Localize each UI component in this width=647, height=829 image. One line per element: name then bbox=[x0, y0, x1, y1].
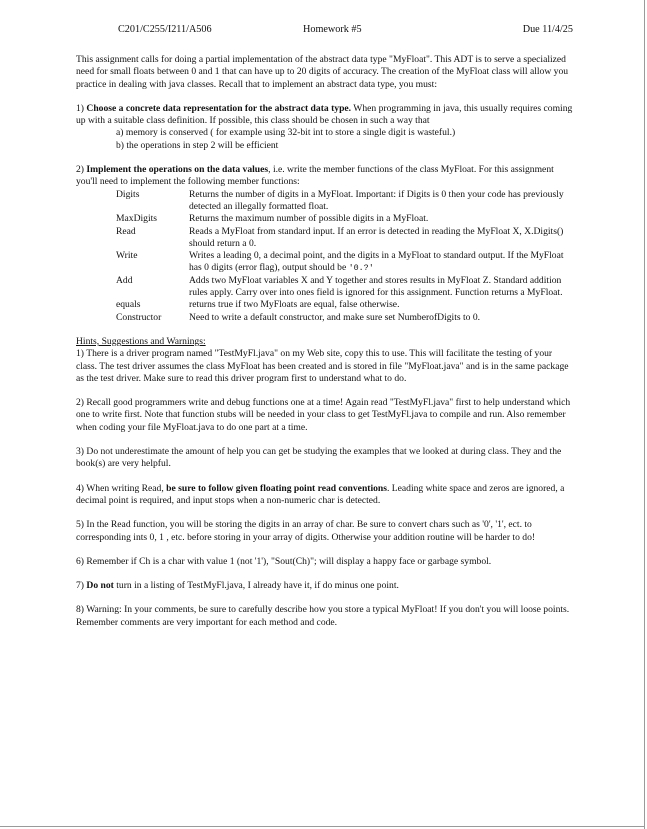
page-edge-right bbox=[644, 0, 645, 829]
hint-4 bbox=[76, 483, 575, 508]
function-description: Returns the number of digits in a MyFloat. Important: if Digits is 0 then your code has previously detected an illegally formatted float. bbox=[189, 188, 564, 212]
function-name: Digits bbox=[116, 188, 140, 200]
step-1-item-a: a) memory is conserved ( for example using 32-bit int to store a single digit is wasteful.) bbox=[116, 127, 456, 139]
function-row bbox=[116, 226, 575, 251]
hint-7-number: 7) bbox=[76, 580, 87, 592]
step-1-text bbox=[76, 103, 575, 128]
step-2-heading: Implement the operations on the data values bbox=[86, 164, 269, 176]
hint-7-bold: Do not bbox=[86, 580, 114, 592]
step-2-number: 2) bbox=[76, 164, 87, 176]
step-1 bbox=[76, 103, 575, 152]
hints-heading-text: Hints, Suggestions and Warnings: bbox=[76, 335, 206, 347]
function-name: Add bbox=[116, 274, 133, 286]
function-row bbox=[116, 250, 575, 275]
page-edge-bottom bbox=[0, 826, 645, 827]
due-date: Due 11/4/25 bbox=[522, 24, 573, 35]
function-row bbox=[116, 299, 575, 311]
course-code: C201/C255/I211/A506 bbox=[118, 24, 212, 35]
hint-4-post: . Leading white space and zeros are ignored, a decimal point is required, and input stops when a non-numeric char is detected. bbox=[76, 482, 565, 506]
hint-5: 5) In the Read function, you will be storing the digits in an array of char. Be sure to convert chars such as '0', '1', ect. to corresponding ints 0, 1 , etc. before storing in your array of digits. Otherwise your addition routine will be harder to do! bbox=[76, 519, 536, 543]
step-1-heading: Choose a concrete data representation for the abstract data type. bbox=[86, 102, 352, 114]
function-description: returns true if two MyFloats are equal, false otherwise. bbox=[189, 299, 400, 311]
function-row bbox=[116, 189, 575, 214]
function-description: Reads a MyFloat from standard input. If an error is detected in reading the MyFloat X, X.Digits() should return a 0. bbox=[189, 225, 564, 249]
hint-6: 6) Remember if Ch is a char with value 1 (not '1'), "Sout(Ch)"; will display a happy face or garbage symbol. bbox=[76, 555, 492, 567]
function-row bbox=[116, 312, 575, 324]
hints-section bbox=[76, 336, 575, 629]
function-name: Constructor bbox=[116, 311, 162, 323]
function-name: equals bbox=[116, 299, 141, 311]
function-description: Adds two MyFloat variables X and Y together and stores results in MyFloat Z. Standard addition rules apply. Carry over into ones field is ignored for this assignment. Function returns a MyFloat. bbox=[189, 274, 563, 299]
function-description: Returns the maximum number of possible digits in a MyFloat. bbox=[189, 213, 429, 225]
function-name: Write bbox=[116, 250, 138, 262]
function-row bbox=[116, 275, 575, 300]
hint-3: 3) Do not underestimate the amount of help you can get be studying the examples that we looked at during class. They and the book(s) are very helpful. bbox=[76, 446, 562, 470]
function-description: Need to write a default constructor, and make sure set NumberofDigits to 0. bbox=[189, 311, 481, 323]
hint-8: 8) Warning: In your comments, be sure to carefully describe how you store a typical MyFloat! If you don't you will loose points. Remember comments are very important for each method and code. bbox=[76, 604, 570, 628]
member-function-table bbox=[116, 189, 575, 324]
function-name: MaxDigits bbox=[116, 213, 158, 225]
page-header bbox=[118, 24, 575, 38]
step-1-number: 1) bbox=[76, 102, 87, 114]
step-1-item-b: b) the operations in step 2 will be efficient bbox=[116, 139, 279, 151]
function-row bbox=[116, 213, 575, 225]
step-2-text bbox=[76, 164, 575, 189]
function-description bbox=[189, 250, 575, 275]
hint-2: 2) Recall good programmers write and debug functions one at a time! Again read "TestMyFl.java" first to help understand which one to write first. Note that function stubs will be needed in your class to get TestMyFl.java to compile and run. Also remember when coding your file MyFloat.java to do one part at a time. bbox=[76, 397, 571, 433]
intro-paragraph: This assignment calls for doing a partial implementation of the abstract data type "MyFloat". This ADT is to serve a specialized need for small floats between 0 and 1 that can have up to 20 digits of accuracy. The creation of the MyFloat class will allow you practice in dealing with java classes. Recall that to implement an abstract data type, you must: bbox=[76, 54, 569, 90]
step-2 bbox=[76, 164, 575, 324]
function-description-text: Writes a leading 0, a decimal point, and the digits in a MyFloat to standard output. If the MyFloat has 0 digits (error flag), output should be bbox=[189, 250, 564, 274]
error-output-code: '0.?' bbox=[348, 263, 374, 274]
assignment-title: Homework #5 bbox=[303, 24, 362, 35]
hint-4-bold: be sure to follow given floating point read conventions bbox=[166, 482, 387, 494]
hint-4-pre: 4) When writing Read, bbox=[76, 482, 167, 494]
step-1-body: When programming in java, this usually requires coming up with a suitable class definition. If possible, this class should be chosen in such a way that bbox=[76, 102, 573, 127]
hint-7-post: turn in a listing of TestMyFl.java, I already have it, if do minus one point. bbox=[113, 580, 399, 592]
hint-1: 1) There is a driver program named "TestMyFl.java" on my Web site, copy this to use. This will facilitate the testing of your class. The test driver assumes the class MyFloat has been created and is stored in file "MyFloat.java" and is in the same package as the test driver. Make sure to read this driver program first to understand what to do. bbox=[76, 348, 569, 384]
function-name: Read bbox=[116, 225, 136, 237]
step-2-body: , i.e. write the member functions of the class MyFloat. For this assignment you'll need to implement the following member functions: bbox=[76, 164, 554, 188]
hint-7 bbox=[76, 580, 575, 592]
hints-heading bbox=[76, 336, 575, 348]
